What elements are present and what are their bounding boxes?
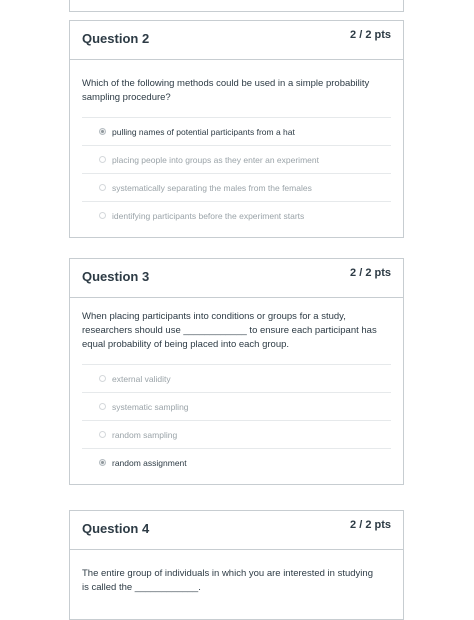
question-title: Question 3	[82, 269, 150, 284]
question-card-3	[69, 258, 404, 485]
question-header	[70, 21, 403, 60]
answer-list	[82, 364, 391, 476]
answer-option[interactable]	[82, 365, 391, 393]
question-text: When placing participants into conditions or groups for a study, researchers should use ____________ to ensure each participant has equal probability of being placed into each group.	[82, 311, 377, 350]
question-points: 2 / 2 pts	[350, 29, 391, 41]
question-text: Which of the following methods could be used in a simple probability sampling procedure?	[82, 78, 370, 103]
answer-option[interactable]	[82, 174, 391, 202]
answer-option[interactable]	[82, 118, 391, 146]
question-card-2	[69, 20, 404, 238]
answer-option[interactable]	[82, 146, 391, 174]
radio-icon[interactable]	[99, 212, 106, 219]
answer-label: random sampling	[112, 429, 178, 440]
answer-list	[82, 117, 391, 229]
answer-option[interactable]	[82, 202, 391, 229]
radio-icon[interactable]	[99, 431, 106, 438]
answer-option[interactable]	[82, 449, 391, 476]
radio-icon[interactable]	[99, 375, 106, 382]
answer-label: systematic sampling	[112, 401, 189, 412]
answer-label: pulling names of potential participants from a hat	[112, 126, 295, 137]
question-points: 2 / 2 pts	[350, 267, 391, 279]
radio-icon[interactable]	[99, 403, 106, 410]
question-title: Question 4	[82, 521, 150, 536]
answer-label: systematically separating the males from the females	[112, 182, 312, 193]
answer-label: placing people into groups as they enter an experiment	[112, 154, 319, 165]
answer-label: external validity	[112, 373, 171, 384]
question-title: Question 2	[82, 31, 150, 46]
radio-icon[interactable]	[99, 184, 106, 191]
radio-icon[interactable]	[99, 156, 106, 163]
question-card-4	[69, 510, 404, 620]
question-header	[70, 259, 403, 298]
question-header	[70, 511, 403, 550]
question-points: 2 / 2 pts	[350, 519, 391, 531]
question-text: The entire group of individuals in which you are interested in studying is called the ____________.	[82, 568, 373, 593]
answer-label: random assignment	[112, 457, 187, 468]
answer-option[interactable]	[82, 421, 391, 449]
answer-label: identifying participants before the experiment starts	[112, 210, 305, 221]
answer-option[interactable]	[82, 393, 391, 421]
radio-selected-icon[interactable]	[99, 128, 106, 135]
radio-selected-icon[interactable]	[99, 459, 106, 466]
previous-question-card	[69, 0, 404, 12]
